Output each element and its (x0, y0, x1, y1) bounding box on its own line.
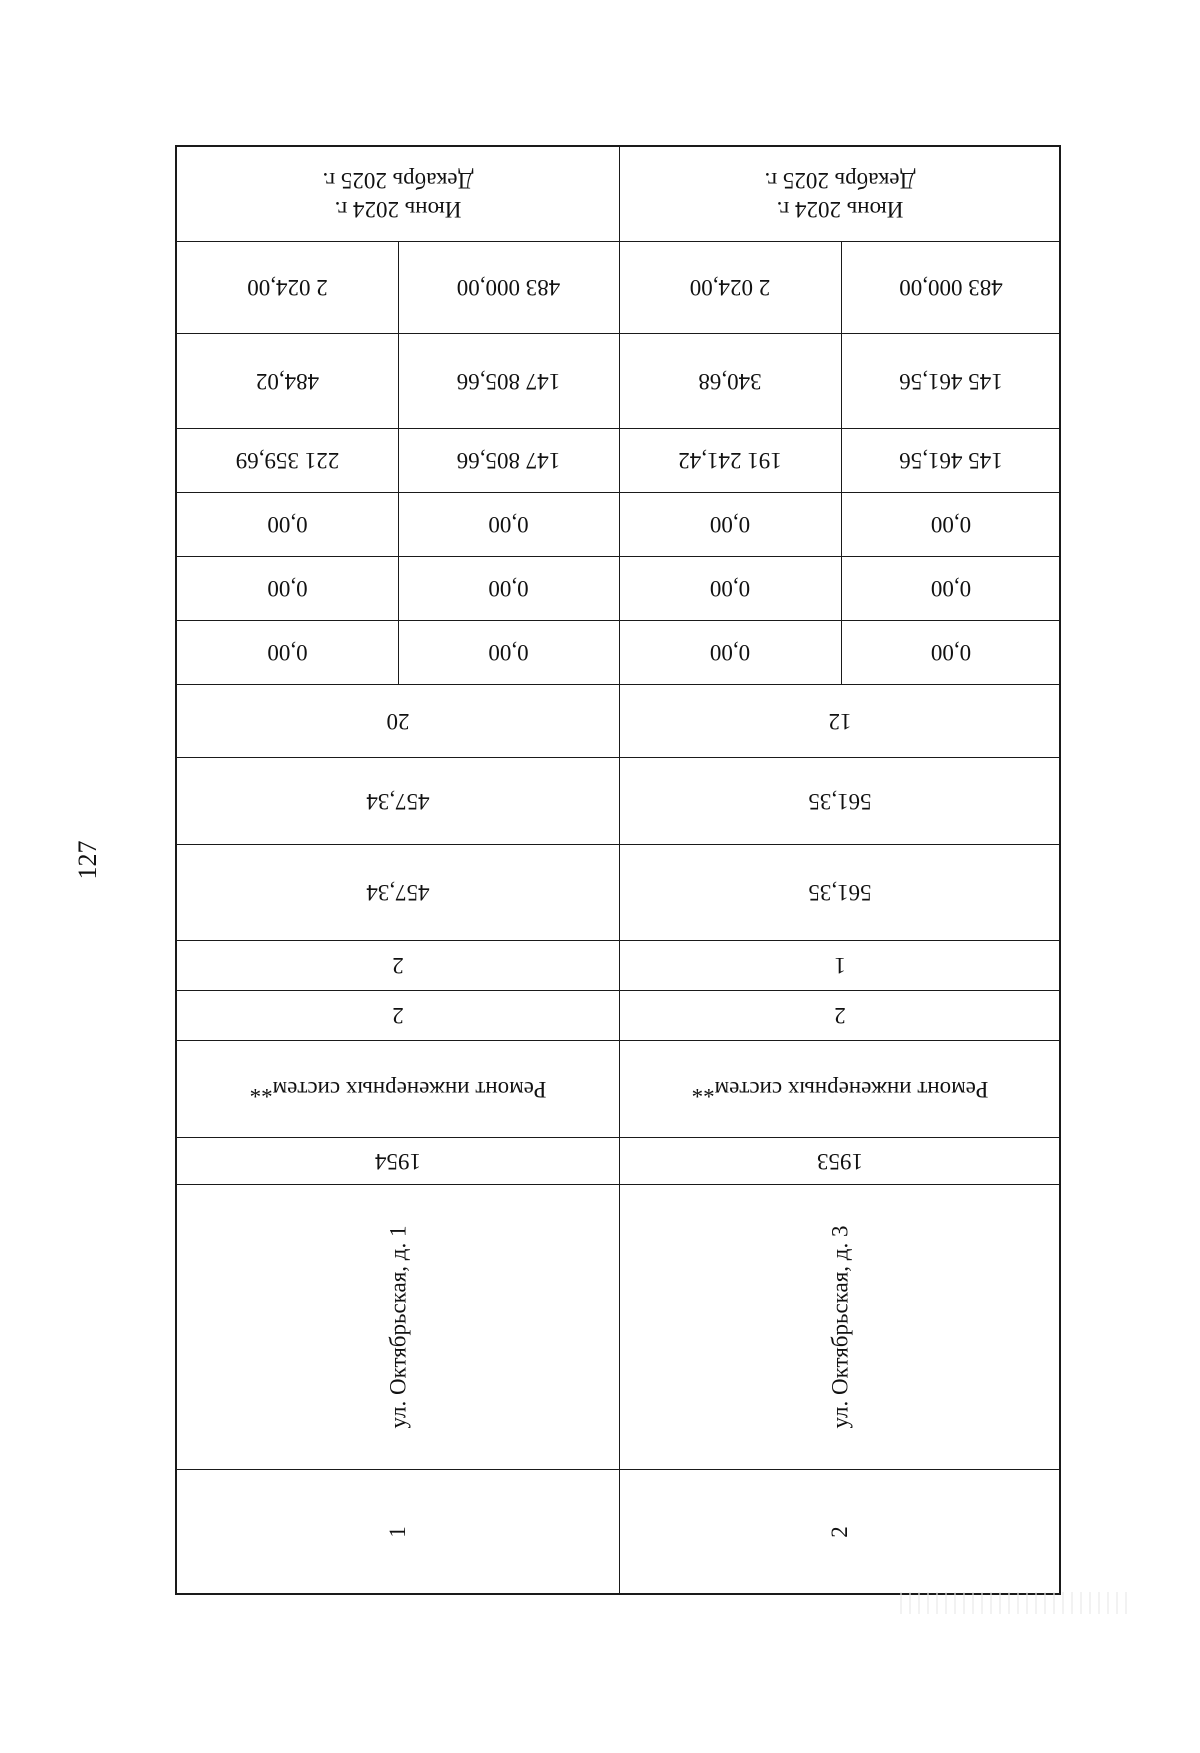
record-2-p4-left: 0,00 (709, 512, 751, 538)
record-2-c2: 1 (834, 953, 846, 979)
record-2-period-start: Июнь 2024 г. (776, 196, 904, 222)
record-1-p2-left: 0,00 (267, 640, 308, 666)
record-2-p5-right: 145 461,56 (899, 448, 1003, 474)
record-2-area2: 561,35 (808, 880, 872, 906)
record-1-p6-right: 147 805,66 (456, 368, 561, 394)
record-1-p7-right: 483 000,00 (456, 275, 561, 301)
record-2-area1: 561,35 (808, 788, 872, 814)
record-2-period-end: Декабрь 2025 г. (764, 168, 916, 193)
record-2-p6-right: 145 461,56 (899, 368, 1003, 394)
record-1-c3: 20 (386, 708, 410, 734)
record-1-p7-left: 2 024,00 (247, 275, 328, 301)
record-1-period-start: Июнь 2024 г. (334, 196, 462, 222)
record-1-area2: 457,34 (366, 880, 430, 906)
record-1-p3-right: 0,00 (488, 576, 529, 602)
page-number: 127 (73, 840, 102, 880)
record-1-year: 1954 (375, 1148, 421, 1174)
scan-artifact (900, 1592, 1130, 1614)
record-1-c2: 2 (392, 953, 404, 979)
record-1-number: 1 (384, 1526, 410, 1538)
record-2-p7-left: 2 024,00 (689, 275, 771, 301)
repair-table (175, 145, 1061, 1595)
record-2-c1: 2 (834, 1003, 846, 1029)
record-1-work-type: Ремонт инженерных систем** (249, 1076, 547, 1102)
record-2-p2-right: 0,00 (930, 640, 972, 666)
record-2-p7-right: 483 000,00 (899, 275, 1003, 301)
record-1-p4-right: 0,00 (488, 512, 529, 538)
record-2-p5-left: 191 241,42 (678, 448, 782, 474)
record-1-area1: 457,34 (366, 788, 430, 814)
record-2-p3-right: 0,00 (930, 576, 972, 602)
record-2-p2-left: 0,00 (709, 640, 751, 666)
record-1-p2-right: 0,00 (488, 640, 529, 666)
record-2-address: ул. Октябрьская, д. 3 (827, 1225, 852, 1428)
record-1-period-end: Декабрь 2025 г. (322, 168, 474, 193)
record-1-c1: 2 (392, 1003, 404, 1029)
record-2-period (619, 147, 1061, 241)
record-1-p5-left: 221 359,69 (235, 448, 340, 474)
record-1-p3-left: 0,00 (267, 576, 308, 602)
record-2-number: 2 (826, 1526, 852, 1538)
record-1-address: ул. Октябрьская, д. 1 (385, 1225, 410, 1428)
record-2-p6-left: 340,68 (698, 368, 762, 394)
record-2-year: 1953 (817, 1148, 863, 1174)
record-1-p4-left: 0,00 (267, 512, 308, 538)
record-2-c3: 12 (828, 708, 852, 734)
record-1-p5-right: 147 805,66 (456, 448, 561, 474)
record-2-p3-left: 0,00 (709, 576, 751, 602)
record-2-p4-right: 0,00 (930, 512, 972, 538)
record-1-p6-left: 484,02 (255, 368, 320, 394)
record-2-work-type: Ремонт инженерных систем** (691, 1076, 989, 1102)
record-1-period (177, 147, 619, 241)
